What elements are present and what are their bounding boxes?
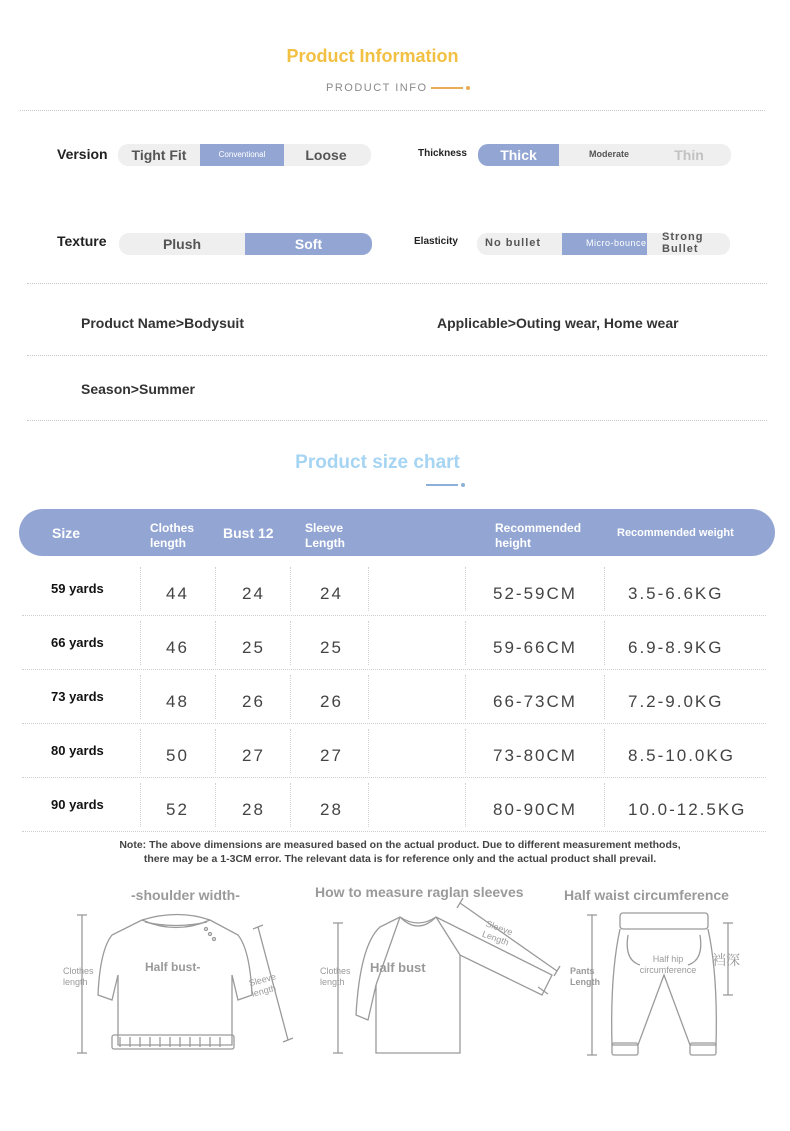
header-bust: Bust 12: [223, 525, 274, 541]
thickness-selector: [478, 144, 731, 166]
cell-size: 80 yards: [51, 743, 104, 758]
column-divider: [604, 675, 605, 719]
cell-height: 80-90CM: [493, 800, 577, 819]
column-divider: [604, 621, 605, 665]
table-row: [22, 778, 766, 832]
cell-size: 73 yards: [51, 689, 104, 704]
cell-sleeve-length: 28: [320, 800, 343, 819]
column-divider: [290, 567, 291, 611]
cell-weight: 6.9-8.9KG: [628, 638, 724, 657]
shoulder-width-title: -shoulder width-: [131, 887, 240, 903]
shoulder-clothes-length-label: Clothes length: [63, 966, 94, 987]
header-recommended-weight: Recommended weight: [617, 527, 734, 539]
column-divider: [140, 729, 141, 773]
column-divider: [140, 675, 141, 719]
divider: [27, 283, 767, 284]
table-row: [22, 670, 766, 724]
column-divider: [465, 675, 466, 719]
column-divider: [465, 621, 466, 665]
size-chart-accent-line: [426, 484, 458, 486]
column-divider: [140, 621, 141, 665]
elasticity-selector: [477, 233, 730, 255]
column-divider: [215, 783, 216, 827]
texture-label: Texture: [57, 233, 107, 249]
table-row: [22, 724, 766, 778]
table-row: [22, 562, 766, 616]
version-option-loose: Loose: [305, 146, 347, 163]
cell-clothes-length: 52: [166, 800, 189, 819]
column-divider: [215, 567, 216, 611]
size-chart-title: Product size chart: [295, 452, 460, 473]
column-divider: [465, 729, 466, 773]
version-option-tight-fit: Tight Fit: [131, 146, 187, 163]
column-divider: [215, 675, 216, 719]
thickness-option-moderate: Moderate: [588, 149, 629, 160]
version-selector: [118, 144, 371, 166]
texture-selector: [119, 233, 372, 255]
column-divider: [368, 675, 369, 719]
cell-weight: 7.2-9.0KG: [628, 692, 724, 711]
product-name-info: Product Name>Bodysuit: [81, 315, 244, 331]
column-divider: [290, 675, 291, 719]
column-divider: [290, 783, 291, 827]
size-chart-accent-dot: [461, 483, 465, 487]
cell-height: 59-66CM: [493, 638, 577, 657]
page-subtitle: PRODUCT INFO: [326, 82, 428, 94]
elasticity-option-micro-bounce: Micro-bounce: [562, 233, 647, 255]
cell-sleeve-length: 27: [320, 746, 343, 765]
note-line-2: there may be a 1-3CM error. The relevant data is for reference only and the actual product shall prevail.: [143, 853, 657, 865]
cell-weight: 10.0-12.5KG: [628, 800, 747, 819]
raglan-clothes-length-label: Clothes length: [320, 966, 351, 987]
size-table-header: [19, 509, 775, 556]
raglan-sleeve-length-label: Sleeve Length: [480, 918, 514, 948]
cell-bust: 25: [242, 638, 265, 657]
subtitle-accent-line: [431, 87, 463, 89]
shoulder-half-bust-label: Half bust-: [145, 960, 201, 974]
column-divider: [465, 567, 466, 611]
header-clothes-length: Clothes length: [150, 521, 195, 550]
half-waist-title: Half waist circumference: [564, 887, 729, 903]
cell-height: 52-59CM: [493, 584, 577, 603]
cell-sleeve-length: 26: [320, 692, 343, 711]
cell-size: 90 yards: [51, 797, 104, 812]
cell-height: 66-73CM: [493, 692, 577, 711]
header-size: Size: [52, 525, 81, 541]
pants-length-label: Pants Length: [570, 966, 600, 987]
raglan-title: How to measure raglan sleeves: [315, 884, 524, 900]
thickness-option-thin: Thin: [674, 146, 704, 163]
divider: [27, 355, 767, 356]
column-divider: [604, 567, 605, 611]
column-divider: [465, 783, 466, 827]
rise-label: 裆深: [712, 953, 740, 969]
measurement-note: [40, 838, 760, 866]
column-divider: [368, 729, 369, 773]
shoulder-sleeve-length-label: Sleeve length: [247, 971, 278, 999]
column-divider: [368, 783, 369, 827]
cell-sleeve-length: 24: [320, 584, 343, 603]
half-hip-label: Half hip circumference: [639, 954, 697, 975]
cell-sleeve-length: 25: [320, 638, 343, 657]
texture-option-plush: Plush: [162, 235, 202, 252]
divider: [27, 420, 767, 421]
column-divider: [140, 783, 141, 827]
cell-bust: 24: [242, 584, 265, 603]
cell-clothes-length: 44: [166, 584, 189, 603]
cell-bust: 27: [242, 746, 265, 765]
elasticity-option-strong-bullet: Strong Bullet: [662, 231, 704, 255]
cell-height: 73-80CM: [493, 746, 577, 765]
cell-clothes-length: 48: [166, 692, 189, 711]
column-divider: [368, 621, 369, 665]
column-divider: [604, 729, 605, 773]
subtitle-accent-dot: [466, 86, 470, 90]
column-divider: [215, 621, 216, 665]
version-option-conventional: Conventional: [200, 144, 284, 166]
column-divider: [290, 621, 291, 665]
elasticity-label: Elasticity: [414, 236, 458, 247]
cell-weight: 8.5-10.0KG: [628, 746, 735, 765]
cell-bust: 26: [242, 692, 265, 711]
column-divider: [140, 567, 141, 611]
column-divider: [215, 729, 216, 773]
cell-size: 59 yards: [51, 581, 104, 596]
thickness-label: Thickness: [418, 148, 467, 159]
cell-bust: 28: [242, 800, 265, 819]
raglan-half-bust-label: Half bust: [370, 960, 426, 975]
note-line-1: Note: The above dimensions are measured based on the actual product. Due to different measurement methods,: [119, 839, 681, 851]
applicable-info: Applicable>Outing wear, Home wear: [437, 315, 679, 331]
elasticity-option-no-bullet: No bullet: [485, 237, 542, 250]
page-title: Product Information: [286, 46, 459, 66]
table-row: [22, 616, 766, 670]
texture-option-soft: Soft: [245, 233, 372, 255]
divider: [20, 110, 765, 111]
cell-clothes-length: 50: [166, 746, 189, 765]
cell-clothes-length: 46: [166, 638, 189, 657]
column-divider: [290, 729, 291, 773]
cell-size: 66 yards: [51, 635, 104, 650]
header-sleeve-length: Sleeve Length: [305, 521, 345, 550]
version-label: Version: [57, 146, 108, 162]
column-divider: [368, 567, 369, 611]
cell-weight: 3.5-6.6KG: [628, 584, 724, 603]
column-divider: [604, 783, 605, 827]
header-recommended-height: Recommended height: [495, 521, 582, 550]
season-info: Season>Summer: [81, 381, 195, 397]
thickness-option-thick: Thick: [478, 144, 559, 166]
